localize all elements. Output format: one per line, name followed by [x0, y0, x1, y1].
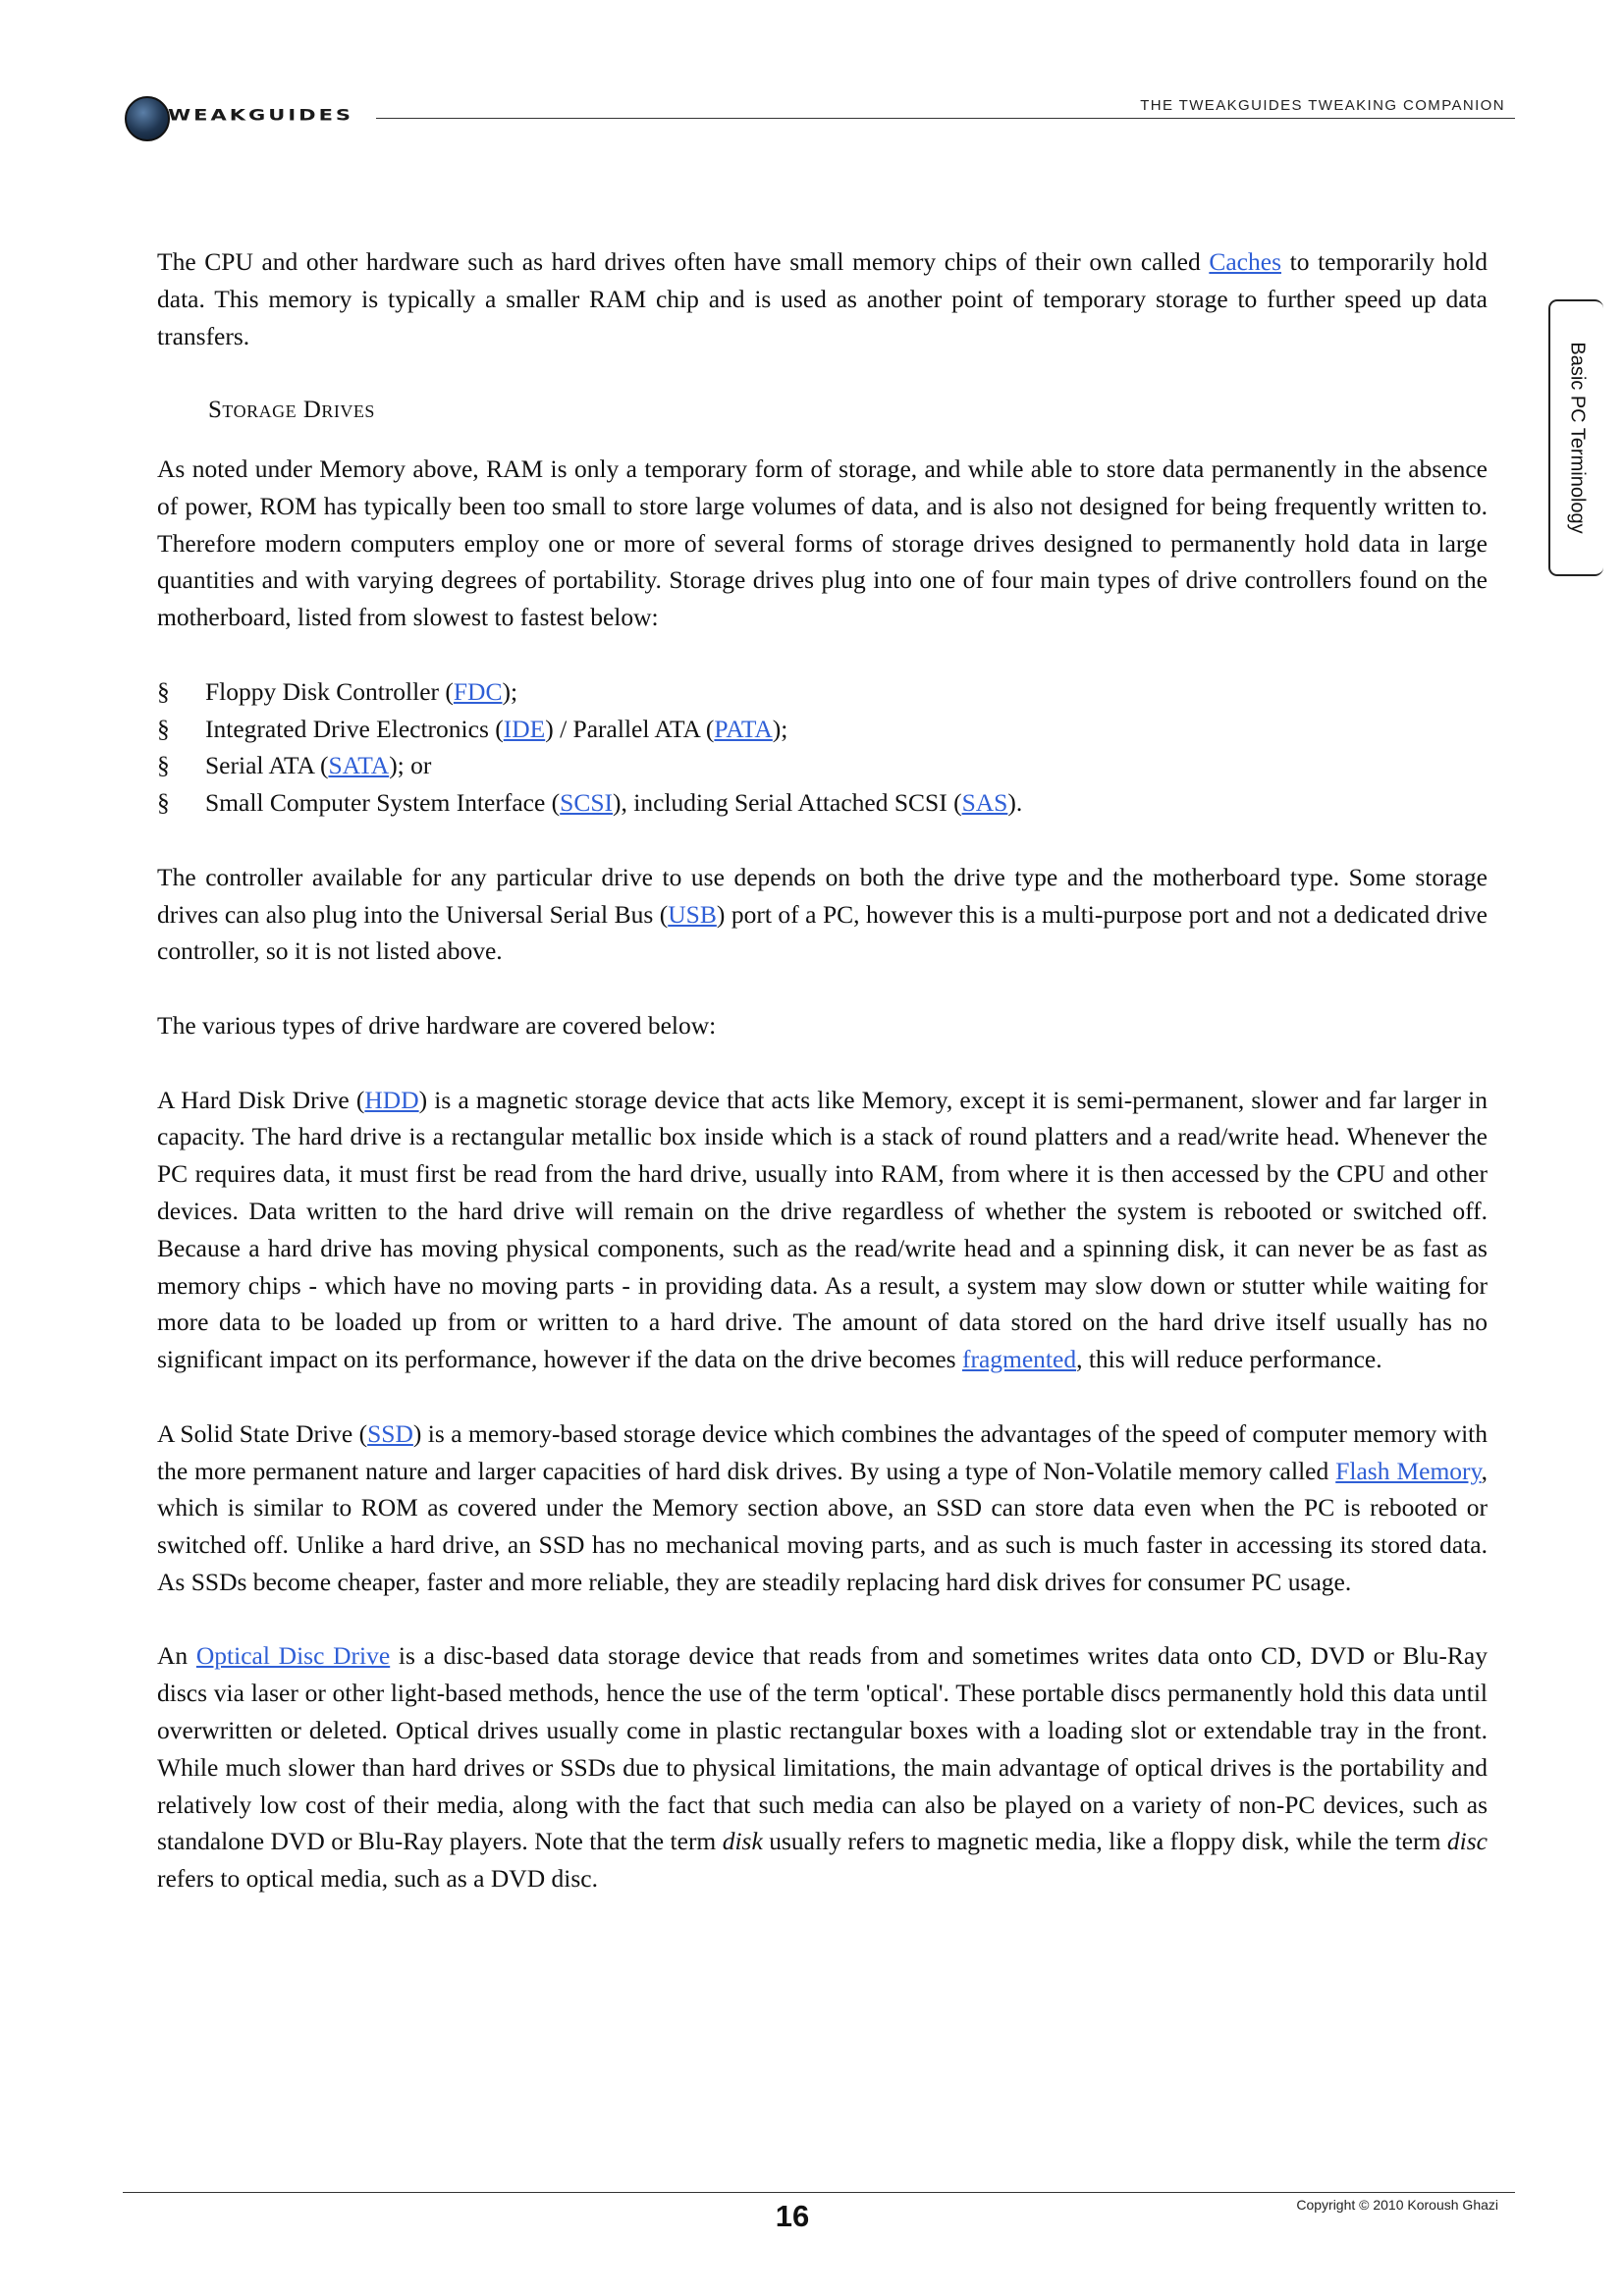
text-run: An	[157, 1641, 196, 1671]
sata-link[interactable]: SATA	[328, 751, 390, 780]
text-run: ) is a magnetic storage device that acts like Memory, except it is semi-permanent, slower and far larger in capacity. The hard drive is a rectangular metallic box inside which is a stack of round platters and a read/write head. Whenever the PC requires data, it must first be read from the hard drive, usually into RAM, from where it is then accessed by the CPU and other devices. Data written to the hard drive will remain on the drive regardless of whether the system is rebooted or switched off. Because a hard drive has moving physical components, such as the read/write head and a spinning disk, it can never be as fast as memory chips - which have no moving parts - in providing data. As a result, a system may slow down or stutter while waiting for more data to be loaded up from or written to a hard drive. The amount of data stored on the hard drive itself usually has no significant impact on its performance, however if the data on the drive becomes	[157, 1085, 1488, 1374]
text-run: Serial ATA (	[205, 751, 329, 780]
text-run: );	[502, 676, 518, 706]
text-run: Floppy Disk Controller (	[205, 676, 454, 706]
copyright-notice: Copyright © 2010 Koroush Ghazi	[1296, 2197, 1498, 2213]
bullet-mark: §	[157, 676, 170, 706]
logo-text: WEAKGUIDES	[168, 106, 354, 124]
flash-memory-link[interactable]: Flash Memory	[1335, 1456, 1482, 1485]
text-run: , which is similar to ROM as covered under the Memory section above, an SSD can store data even when the PC is rebooted or switched off. Unlike a hard drive, an SSD has no mechanical moving parts, and as such is much faster in accessing its stored data. As SSDs become cheaper, faster and more reliable, they are steadily replacing hard disk drives for consumer PC usage.	[157, 1456, 1488, 1596]
storage-paragraph: As noted under Memory above, RAM is only a temporary form of storage, and while able to store data permanently in the absence of power, ROM has typically been too small to store large volumes of data, and is also not designed for being frequently written to. Therefore modern computers employ one or more of several forms of storage drives designed to permanently hold data in large quantities and with varying degrees of portability. Storage drives plug into one of four main types of drive controllers found on the motherboard, listed from slowest to fastest below:	[157, 454, 1488, 632]
scsi-link[interactable]: SCSI	[560, 788, 614, 818]
bullet-mark: §	[157, 788, 170, 818]
main-content	[157, 243, 1488, 1935]
usb-link[interactable]: USB	[668, 899, 717, 929]
logo-disc-icon	[125, 96, 170, 141]
text-run: ) / Parallel ATA (	[545, 714, 715, 743]
section-heading: Storage Drives	[208, 397, 375, 424]
footer-rule	[123, 2192, 1515, 2193]
tweakguides-logo	[123, 94, 358, 143]
text-run: A Hard Disk Drive (	[157, 1085, 365, 1114]
text-run: The controller available for any particular drive to use depends on both the drive type and the motherboard type. Some storage drives can also plug into the Universal Serial Bus (	[157, 862, 1488, 929]
side-tab	[1548, 299, 1603, 576]
ssd-paragraph	[157, 1415, 1488, 1601]
list-item	[157, 747, 1488, 784]
text-run: refers to optical media, such as a DVD disc.	[157, 1864, 598, 1894]
bullet-mark: §	[157, 714, 170, 743]
header-rule	[376, 118, 1515, 119]
caches-paragraph	[157, 243, 1488, 354]
page-number: 16	[775, 2199, 810, 2233]
page-header	[123, 94, 1515, 143]
emphasis-disc: disc	[1446, 1827, 1488, 1856]
text-run: ), including Serial Attached SCSI (	[613, 788, 962, 818]
text-run: is a disc-based data storage device that reads from and sometimes writes data onto CD, DVD or Blu-Ray discs via laser or other light-based methods, hence the use of the term 'optical'. These portable discs permanently hold this data until overwritten or deleted. Optical drives usually come in plastic rectangular boxes with a loading slot or extendable tray in the front. While much slower than hard drives or SSDs due to physical limitations, the main advantage of optical drives is the portability and relatively low cost of their media, along with the fact that such media can also be played on a variety of non-PC devices, such as standalone DVD or Blu-Ray players. Note that the term	[157, 1641, 1489, 1856]
emphasis-disk: disk	[722, 1827, 763, 1856]
text-run: ); or	[389, 751, 432, 780]
text-run: , this will reduce performance.	[1076, 1345, 1382, 1374]
text-run: Small Computer System Interface (	[205, 788, 561, 818]
text-run: The CPU and other hardware such as hard drives often have small memory chips of their own called	[157, 247, 1210, 276]
text-run: to temporarily hold data. This memory is typically a smaller RAM chip and is used as another point of temporary storage to further speed up data transfers.	[157, 247, 1488, 350]
caches-link[interactable]: Caches	[1209, 247, 1281, 276]
text-run: ) is a memory-based storage device which combines the advantages of the speed of computer memory with the more permanent nature and larger capacities of hard disk drives. By using a type of Non-Volatile memory called	[157, 1418, 1489, 1485]
controller-paragraph	[157, 859, 1488, 970]
hdd-paragraph	[157, 1082, 1488, 1378]
fragmented-link[interactable]: fragmented	[961, 1345, 1077, 1374]
text-run: Integrated Drive Electronics (	[205, 714, 504, 743]
optical-paragraph	[157, 1637, 1488, 1897]
list-item	[157, 711, 1488, 748]
drive-types-intro: The various types of drive hardware are covered below:	[157, 1010, 717, 1040]
hdd-link[interactable]: HDD	[364, 1085, 419, 1114]
ssd-link[interactable]: SSD	[367, 1418, 413, 1448]
text-run: A Solid State Drive (	[157, 1418, 368, 1448]
pata-link[interactable]: PATA	[714, 714, 773, 743]
controller-list	[157, 673, 1488, 822]
list-item	[157, 784, 1488, 822]
side-tab-label: Basic PC Terminology	[1566, 342, 1589, 534]
text-run: ) port of a PC, however this is a multi-purpose port and not a dedicated drive controller, so it is not listed above.	[157, 899, 1488, 966]
header-title: THE TWEAKGUIDES TWEAKING COMPANION	[1140, 97, 1505, 114]
list-item	[157, 673, 1488, 711]
bullet-mark: §	[157, 751, 170, 780]
ide-link[interactable]: IDE	[503, 714, 546, 743]
text-run: usually refers to magnetic media, like a floppy disk, while the term	[762, 1827, 1447, 1856]
fdc-link[interactable]: FDC	[453, 676, 503, 706]
text-run: ).	[1007, 788, 1023, 818]
optical-disc-drive-link[interactable]: Optical Disc Drive	[195, 1641, 391, 1671]
sas-link[interactable]: SAS	[961, 788, 1008, 818]
text-run: );	[772, 714, 788, 743]
